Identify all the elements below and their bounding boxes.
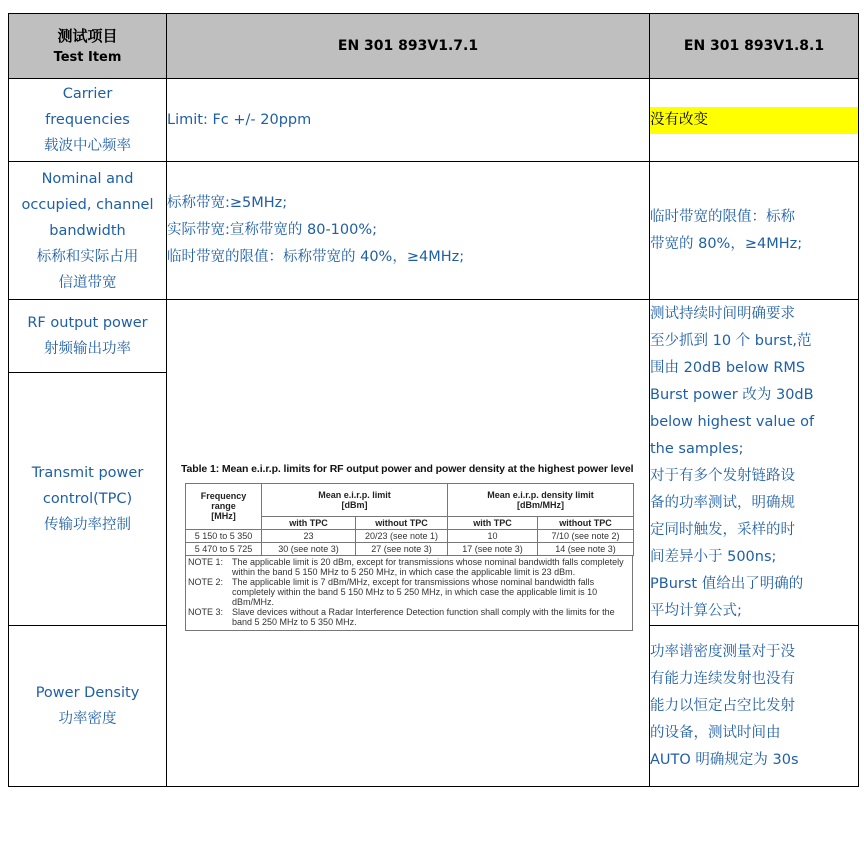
figure-note [188, 557, 630, 577]
row-carrier [9, 79, 859, 162]
v18-line: 围由 20dB below RMS [650, 359, 806, 376]
v17-figure-cell [167, 300, 650, 787]
v18-line: 间差异小于 500ns; [650, 548, 777, 565]
fig-cell: 14 (see note 3) [538, 542, 634, 555]
note-key: NOTE 2: [188, 576, 224, 587]
item-line: RF output power [27, 315, 148, 331]
item-line: control(TPC) [42, 491, 133, 507]
note-key: NOTE 3: [188, 606, 224, 617]
item-carrier [9, 79, 167, 162]
fig-cell: 30 (see note 3) [262, 542, 356, 555]
fig-cell: 27 (see note 3) [356, 542, 448, 555]
v18-line: 对于有多个发射链路设 [650, 467, 795, 484]
item-line: Carrier [62, 86, 113, 102]
row-bandwidth [9, 162, 859, 300]
note-key: NOTE 1: [188, 556, 224, 567]
item-line: 射频输出功率 [44, 341, 131, 357]
v18-line: 平均计算公式; [650, 602, 742, 619]
header-v17: EN 301 893V1.7.1 [167, 14, 650, 79]
v18-line: below highest value of [650, 413, 815, 430]
fig-row [186, 529, 634, 542]
row-rf-output [9, 300, 859, 373]
header-item-zh: 测试项目 [57, 27, 118, 45]
v18-line: the samples; [650, 440, 744, 457]
v18-line: 至少抓到 10 个 burst,范 [650, 332, 812, 349]
figure-note [188, 607, 630, 627]
fig-cell: 7/10 (see note 2) [538, 529, 634, 542]
fig-cell: 5 150 to 5 350 [186, 529, 262, 542]
fig-head-line: [dBm/MHz] [517, 499, 564, 510]
fig-cell: 23 [262, 529, 356, 542]
fig-cell: 10 [448, 529, 538, 542]
item-bandwidth [9, 162, 167, 300]
header-item-en: Test Item [53, 50, 122, 65]
v18-line: 测试持续时间明确要求 [650, 305, 795, 322]
v17-line: Limit: Fc +/- 20ppm [167, 111, 312, 128]
item-tpc [9, 373, 167, 626]
header-test-item [9, 14, 167, 79]
header-row [9, 14, 859, 79]
v18-line: 功率谱密度测量对于没 [650, 643, 795, 660]
v17-bandwidth [167, 162, 650, 300]
item-rf-output [9, 300, 167, 373]
v17-line: 临时带宽的限值：标称带宽的 40%，≥4MHz; [167, 249, 465, 265]
v17-line: 实际带宽:宣称带宽的 80-100%; [167, 222, 378, 238]
header-v18: EN 301 893V1.8.1 [650, 14, 859, 79]
v18-line: AUTO 明确规定为 30s [650, 751, 799, 768]
v18-line: 备的功率测试，明确规 [650, 494, 795, 511]
item-line: Nominal and [41, 170, 134, 187]
v18-power-density [650, 626, 859, 787]
note-text: Slave devices without a Radar Interference Detection function shall comply with the limits for the band 5 250 MHz to 5 350 MHz. [232, 606, 615, 627]
table1-figure [181, 463, 639, 631]
v17-carrier [167, 79, 650, 162]
fig-head-with-tpc: with TPC [262, 516, 356, 529]
fig-head-with-tpc: with TPC [448, 516, 538, 529]
item-line: 功率密度 [58, 711, 117, 727]
figure-note [188, 577, 630, 607]
fig-head-line: [MHz] [211, 511, 236, 521]
fig-head-without-tpc: without TPC [356, 516, 448, 529]
fig-head-line: Mean e.i.r.p. limit [318, 489, 391, 500]
item-line: 载波中心频率 [44, 138, 131, 154]
fig-head-line: Frequency [200, 491, 247, 501]
fig-cell: 5 470 to 5 725 [186, 542, 262, 555]
item-line: 信道带宽 [58, 274, 117, 291]
v18-line: PBurst 值给出了明确的 [650, 575, 804, 592]
v18-line: 定同时触发，采样的时 [650, 521, 795, 538]
v18-line: Burst power 改为 30dB [650, 386, 814, 403]
v18-line: 有能力连续发射也没有 [650, 670, 795, 687]
highlight-unchanged: 没有改变 [650, 107, 858, 134]
item-line: bandwidth [49, 222, 126, 239]
item-line: occupied, channel [21, 196, 154, 213]
figure-caption: Table 1: Mean e.i.r.p. limits for RF output power and power density at the highest power level [181, 462, 634, 475]
v18-line: 带宽的 80%，≥4MHz; [650, 235, 803, 252]
note-text: The applicable limit is 7 dBm/MHz, except for transmissions whose nominal bandwidth falls completely within the band 5 150 MHz to 5 250 MHz, in which case the applicable limit is 10 dBm/MHz. [232, 576, 598, 607]
item-power-density [9, 626, 167, 787]
fig-cell: 17 (see note 3) [448, 542, 538, 555]
item-line: 传输功率控制 [44, 517, 131, 533]
fig-head-without-tpc: without TPC [538, 516, 634, 529]
v18-tpc [650, 300, 859, 626]
item-line: frequencies [45, 112, 130, 128]
fig-head-freq [186, 483, 262, 529]
item-line: 标称和实际占用 [36, 248, 139, 265]
item-line: Transmit power [31, 465, 144, 481]
fig-head-density [448, 483, 634, 516]
v18-line: 能力以恒定占空比发射 [650, 697, 795, 714]
fig-head-line: [dBm] [341, 499, 368, 510]
v18-carrier [650, 79, 859, 162]
figure-notes [185, 556, 633, 631]
v17-line: 标称带宽:≥5MHz; [167, 195, 288, 211]
v18-bandwidth [650, 162, 859, 300]
fig-head-line: range [211, 501, 236, 511]
fig-row [186, 542, 634, 555]
figure-table [185, 483, 634, 556]
v18-line: 临时带宽的限值：标称 [650, 208, 795, 225]
note-text: The applicable limit is 20 dBm, except for transmissions whose nominal bandwidth falls completely within the band 5 150 MHz to 5 250 MHz, in which case the applicable limit is 23 dBm. [232, 556, 624, 577]
fig-cell: 20/23 (see note 1) [356, 529, 448, 542]
fig-head-line: Mean e.i.r.p. density limit [487, 489, 594, 500]
v18-line: 的设备，测试时间由 [650, 724, 781, 741]
fig-head-eirp [262, 483, 448, 516]
comparison-table [8, 13, 859, 787]
item-line: Power Density [35, 685, 140, 701]
